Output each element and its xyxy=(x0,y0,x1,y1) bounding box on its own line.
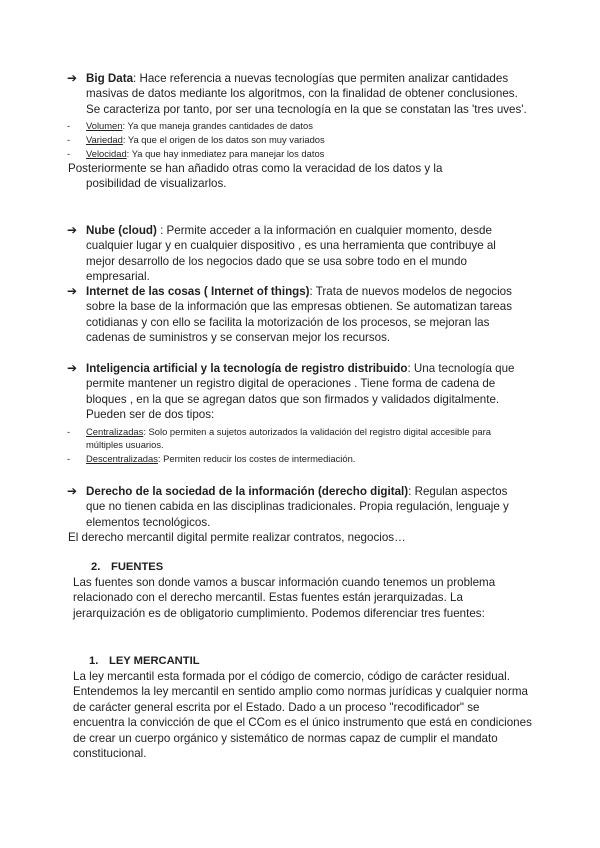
fuentes-text: Las fuentes son donde vamos a buscar información cuando tenemos un problema relacionado con el derecho mercantil. Estas fuentes están jerarquizadas. La jerarquización es de obligatorio cumplimiento. Podemos diferenciar tres fuentes: xyxy=(73,576,496,620)
dash-icon: - xyxy=(67,120,71,132)
uve-velocidad xyxy=(0,147,600,161)
derecho-text: : Regulan aspectos que no tienen cabida en las disciplinas tradicionales. Propia regulación, lenguaje y elementos tecnológicos. xyxy=(86,485,509,529)
arrow-icon: ➔ xyxy=(67,484,78,498)
derecho-item xyxy=(0,484,600,530)
fuentes-title: FUENTES xyxy=(111,561,164,573)
uve-text: : Ya que hay inmediatez para manejar los datos xyxy=(126,147,325,159)
ley-title: LEY MERCANTIL xyxy=(109,655,200,667)
nube-section xyxy=(0,223,600,285)
nube-item xyxy=(0,223,600,285)
ley-heading xyxy=(0,654,600,669)
uve-variedad xyxy=(0,133,600,147)
tipo-text: : Permiten reducir los costes de intermediación. xyxy=(157,453,356,465)
tipo-term: Descentralizadas xyxy=(86,453,158,465)
big-data-section xyxy=(0,71,600,191)
uve-text: : Ya que el origen de los datos son muy variados xyxy=(122,134,325,146)
tipo-descentralizadas xyxy=(0,452,600,466)
arrow-icon: ➔ xyxy=(67,361,78,375)
internet-cosas-item xyxy=(0,284,600,346)
big-data-after-line1: Posteriormente se han añadido otras como la veracidad de los datos y la xyxy=(68,161,443,175)
tipo-text: : Solo permiten a sujetos autorizados la validación del registro digital accesible para múltiples usuarios. xyxy=(86,425,491,451)
arrow-icon: ➔ xyxy=(67,284,78,298)
derecho-section xyxy=(0,484,600,546)
ley-section xyxy=(0,654,600,761)
arrow-icon: ➔ xyxy=(67,223,78,237)
ia-item xyxy=(0,361,600,423)
internet-cosas-term: Internet de las cosas ( Internet of things) xyxy=(86,285,310,298)
internet-cosas-text: : Trata de nuevos modelos de negocios sobre la base de la información que las empresas obtienen. Se automatizan tareas cotidianas y con ello se facilita la motorización de los procesos, se mejoran las cadenas de suministros y se conservan mejor los recursos. xyxy=(86,285,513,345)
uve-volumen xyxy=(0,119,600,133)
nube-term: Nube (cloud) xyxy=(86,224,157,237)
internet-cosas-section xyxy=(0,284,600,346)
fuentes-heading xyxy=(0,560,600,575)
ia-section xyxy=(0,361,600,466)
big-data-text: : Hace referencia a nuevas tecnologías que permiten analizar cantidades masivas de datos mediante los algoritmos, con la finalidad de obtener conclusiones. Se caracteriza por tanto, por ser una tecnología en la que se constatan las 'tres uves'. xyxy=(86,72,527,116)
nube-text: : Permite acceder a la información en cualquier momento, desde cualquier lugar y en cualquier dispositivo , es una herramienta que contribuye al mejor desarrollo de los negocios dado que se usa sobre todo en el mundo empresarial. xyxy=(86,224,496,284)
derecho-after: El derecho mercantil digital permite realizar contratos, negocios… xyxy=(68,531,406,545)
uve-term: Volumen xyxy=(86,120,123,132)
ia-term: Inteligencia artificial y la tecnología de registro distribuido xyxy=(86,362,408,375)
fuentes-number: 2. xyxy=(91,561,101,573)
arrow-icon: ➔ xyxy=(67,71,78,85)
big-data-term: Big Data xyxy=(86,72,134,85)
uve-text: : Ya que maneja grandes cantidades de datos xyxy=(122,120,313,132)
uve-term: Variedad xyxy=(86,134,123,146)
tipo-centralizadas xyxy=(0,425,600,453)
dash-icon: - xyxy=(67,453,71,465)
uve-term: Velocidad xyxy=(86,147,127,159)
tipo-term: Centralizadas xyxy=(86,425,144,437)
derecho-term: Derecho de la sociedad de la información (derecho digital) xyxy=(86,485,409,498)
ley-text: La ley mercantil esta formada por el código de comercio, código de carácter residual. Entendemos la ley mercantil en sentido amplio como normas jurídicas y cualquier norma de carácter general escrita por el Estado. Dado a un proceso "recodificador" se encuentra la convicción de que el CCom es el único instrumento que está en condiciones de crear un cuerpo orgánico y sistemático de normas capaz de cumplir el mandato constitucional. xyxy=(73,670,532,761)
dash-icon: - xyxy=(67,134,71,146)
dash-icon: - xyxy=(67,147,71,159)
ley-number: 1. xyxy=(89,655,99,667)
fuentes-section xyxy=(0,560,600,621)
big-data-item xyxy=(0,71,600,117)
big-data-after-line2: posibilidad de visualizarlos. xyxy=(86,177,227,191)
ia-text: : Una tecnología que permite mantener un registro digital de operaciones . Tiene forma de cadena de bloques , en la que se agregan datos que son firmados y validados digitalmente. Pueden ser de dos tipos: xyxy=(86,362,515,422)
dash-icon: - xyxy=(67,425,71,437)
